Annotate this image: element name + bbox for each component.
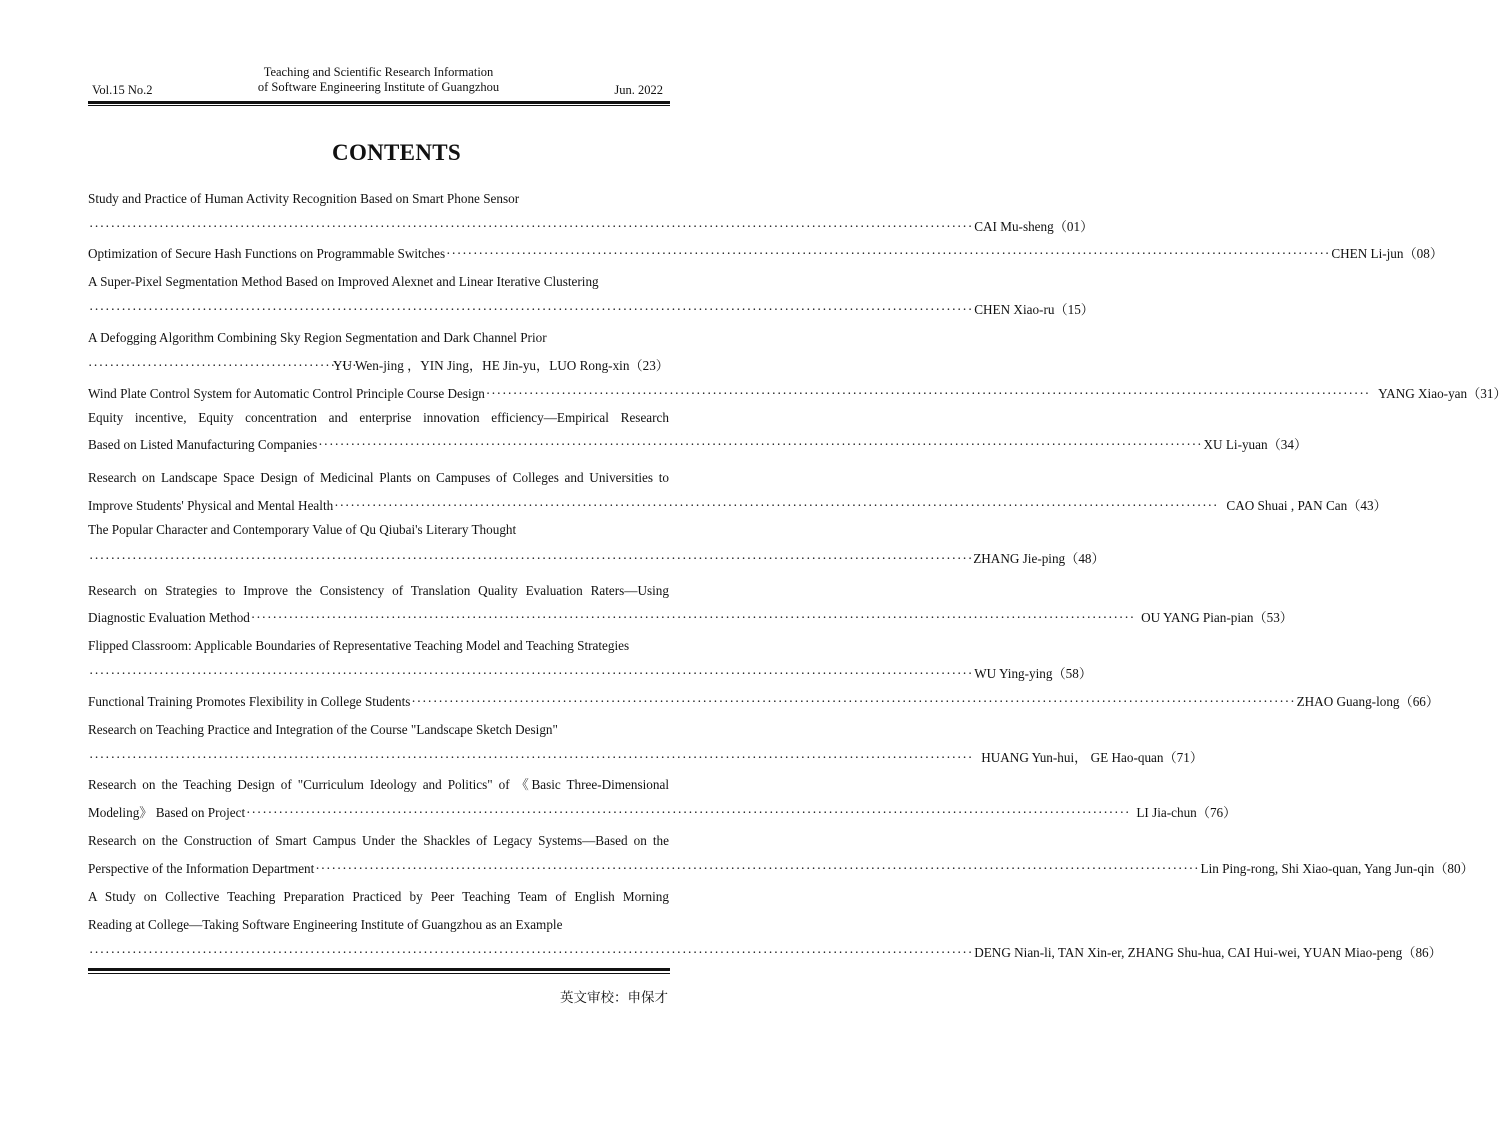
toc-entry-line bbox=[88, 859, 1474, 879]
running-header bbox=[88, 62, 669, 100]
footer-rule-thin bbox=[88, 973, 670, 974]
header-rule-thin bbox=[88, 105, 670, 106]
toc-entry-author: CHEN Li-jun（08） bbox=[1331, 246, 1444, 261]
toc-entry-title: Improve Students' Physical and Mental Health bbox=[88, 498, 334, 513]
toc-entry-title: Research on the Construction of Smart Campus Under the Shackles of Legacy Systems—Based on the bbox=[88, 833, 669, 848]
toc-entry-author: ZHANG Jie-ping（48） bbox=[973, 551, 1105, 566]
toc-entry-title: A Defogging Algorithm Combining Sky Region Segmentation and Dark Channel Prior bbox=[88, 330, 547, 345]
toc-entry-author: YU Wen-jing ，YIN Jing，HE Jin-yu，LUO Rong-xin（23） bbox=[332, 358, 669, 373]
journal-name-line-2: of Software Engineering Institute of Guangzhou bbox=[257, 80, 500, 94]
toc-entry-title: Wind Plate Control System for Automatic Control Principle Course Design bbox=[88, 386, 485, 401]
toc-entry-title: Research on Strategies to Improve the Consistency of Translation Quality Evaluation Raters—Using bbox=[88, 583, 669, 598]
journal-name bbox=[88, 65, 669, 95]
toc-entry-line bbox=[88, 608, 1293, 628]
toc-entry-title: Functional Training Promotes Flexibility in College Students bbox=[88, 694, 411, 709]
page-title: CONTENTS bbox=[332, 140, 461, 165]
toc-entry-author: LI Jia-chun（76） bbox=[1136, 805, 1237, 820]
toc-entry-title: Modeling》 Based on Project bbox=[88, 805, 246, 820]
dot-leader bbox=[251, 608, 1135, 628]
toc-entry-title: The Popular Character and Contemporary Value of Qu Qiubai's Literary Thought bbox=[88, 522, 517, 537]
dot-leader bbox=[89, 217, 973, 237]
toc-entry-author-line bbox=[88, 664, 1093, 684]
toc-entry-title: Diagnostic Evaluation Method bbox=[88, 610, 250, 625]
dot-leader bbox=[411, 692, 1295, 712]
toc-entry-title: Optimization of Secure Hash Functions on Programmable Switches bbox=[88, 246, 446, 261]
toc-entry-author: XU Li-yuan（34） bbox=[1203, 437, 1308, 452]
toc-entry-author: YANG Xiao-yan（31） bbox=[1378, 386, 1507, 401]
toc-entry-title: Research on the Teaching Design of "Curriculum Ideology and Politics" of 《Basic Three-Dimensional bbox=[88, 777, 669, 792]
toc-entry-title: Flipped Classroom: Applicable Boundaries of Representative Teaching Model and Teaching Strategies bbox=[88, 638, 630, 653]
dot-leader bbox=[486, 384, 1370, 404]
toc-entry-title: Perspective of the Information Department bbox=[88, 861, 315, 876]
toc-entry-author: DENG Nian-li, TAN Xin-er, ZHANG Shu-hua, CAI Hui-wei, YUAN Miao-peng（86） bbox=[974, 945, 1442, 960]
toc-entry-author-line bbox=[88, 300, 1094, 320]
toc-entry-line bbox=[88, 496, 1387, 516]
dot-leader bbox=[315, 859, 1199, 879]
dot-leader bbox=[89, 549, 973, 569]
footer-rule-thick bbox=[88, 968, 670, 971]
dot-leader bbox=[89, 664, 973, 684]
dot-leader bbox=[318, 435, 1202, 455]
dot-leader bbox=[89, 300, 973, 320]
header-rule-thick bbox=[88, 101, 670, 104]
toc-entry-author-line bbox=[88, 549, 1105, 569]
toc-entry-title: Based on Listed Manufacturing Companies bbox=[88, 437, 318, 452]
volume-number: Vol.15 No.2 bbox=[92, 83, 153, 97]
dot-leader bbox=[246, 803, 1130, 823]
toc-entry-title: Research on Landscape Space Design of Medicinal Plants on Campuses of Colleges and Universities to bbox=[88, 470, 669, 485]
toc-entry-title: Study and Practice of Human Activity Recognition Based on Smart Phone Sensor bbox=[88, 191, 520, 206]
dot-leader bbox=[446, 244, 1330, 264]
dot-leader bbox=[89, 943, 973, 963]
toc-entry-author-line bbox=[88, 217, 1094, 237]
toc-entry-author: OU YANG Pian-pian（53） bbox=[1141, 610, 1293, 625]
dot-leader bbox=[334, 496, 1218, 516]
toc-entry-author-line bbox=[88, 748, 1204, 768]
toc-entry-line bbox=[88, 244, 1444, 264]
toc-entry-author: CAO Shuai , PAN Can（43） bbox=[1226, 498, 1387, 513]
toc-entry-author-line bbox=[88, 943, 1442, 963]
english-proofreader-note: 英文审校：申保才 bbox=[560, 990, 668, 1006]
toc-entry-line bbox=[88, 435, 1308, 455]
dot-leader-short bbox=[88, 356, 358, 376]
toc-entry-author: ZHAO Guang-long（66） bbox=[1296, 694, 1440, 709]
toc-entry-author: CAI Mu-sheng（01） bbox=[974, 219, 1094, 234]
journal-name-line-1: Teaching and Scientific Research Information bbox=[263, 65, 494, 79]
toc-entry-author: HUANG Yun-hui， GE Hao-quan（71） bbox=[981, 750, 1204, 765]
toc-entry-title: Reading at College—Taking Software Engineering Institute of Guangzhou as an Example bbox=[88, 917, 563, 932]
toc-entry-line bbox=[88, 692, 1440, 712]
toc-entry-title: A Super-Pixel Segmentation Method Based on Improved Alexnet and Linear Iterative Clustering bbox=[88, 274, 599, 289]
toc-entry-author: WU Ying-ying（58） bbox=[974, 666, 1093, 681]
toc-entry-author: Lin Ping-rong, Shi Xiao-quan, Yang Jun-qin（80） bbox=[1200, 861, 1474, 876]
dot-leader: ·················································· bbox=[88, 358, 358, 373]
dot-leader bbox=[89, 748, 973, 768]
toc-entry-line bbox=[88, 803, 1237, 823]
issue-date: Jun. 2022 bbox=[614, 83, 663, 97]
toc-entry-title: Research on Teaching Practice and Integration of the Course "Landscape Sketch Design" bbox=[88, 722, 558, 737]
toc-entry-line bbox=[88, 384, 1507, 404]
toc-entry-author: CHEN Xiao-ru（15） bbox=[974, 302, 1094, 317]
toc-entry-title: A Study on Collective Teaching Preparation Practiced by Peer Teaching Team of English Morning bbox=[88, 889, 669, 904]
toc-entry-title: Equity incentive, Equity concentration and enterprise innovation efficiency—Empirical Research bbox=[88, 410, 669, 425]
